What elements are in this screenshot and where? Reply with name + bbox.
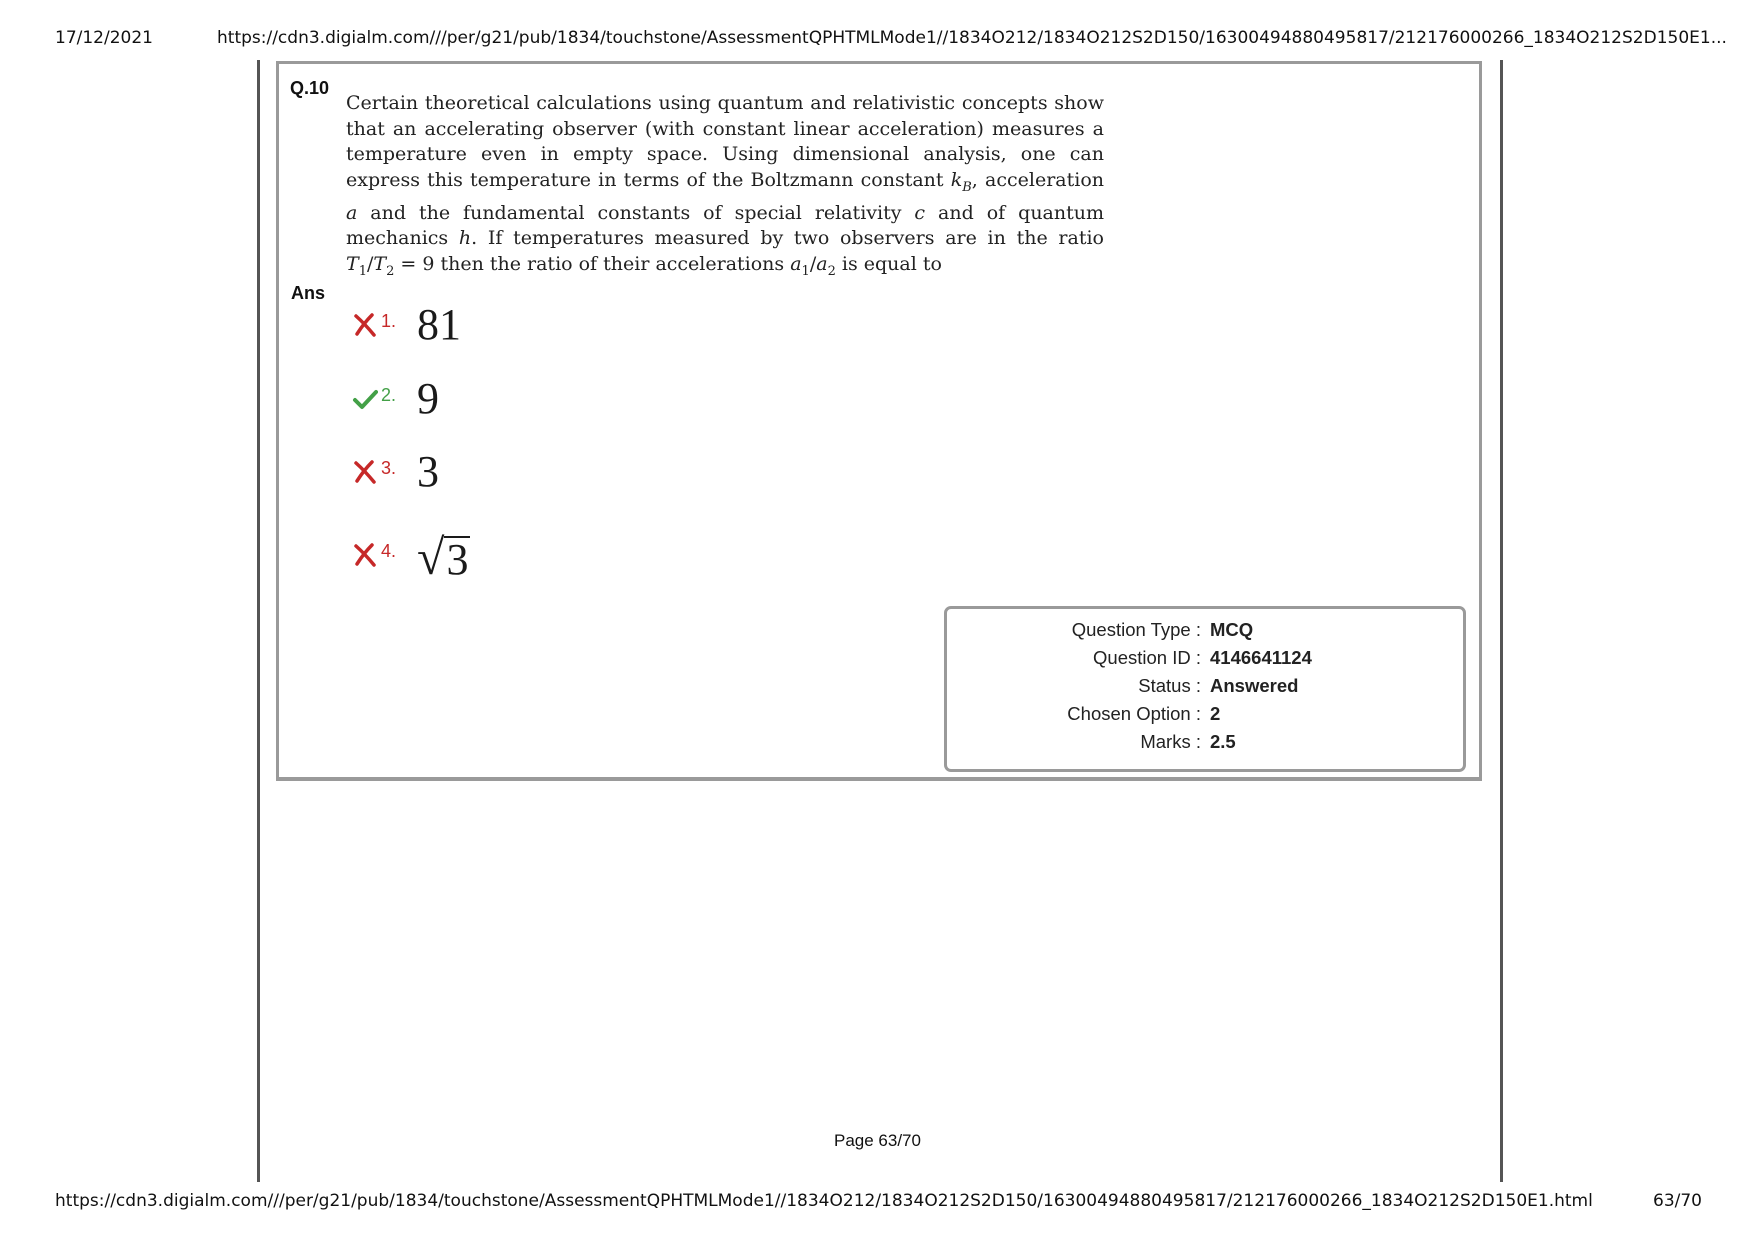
square-root: √3 <box>417 529 469 585</box>
info-label: Marks : <box>1140 731 1201 752</box>
question-panel <box>276 61 1482 781</box>
cross-icon <box>352 312 378 338</box>
info-value: Answered <box>1210 675 1299 696</box>
info-value: 2.5 <box>1210 731 1236 752</box>
question-number: Q.10 <box>290 78 330 98</box>
right-page-rule <box>1500 60 1503 1182</box>
option-4 <box>352 529 652 589</box>
check-icon <box>352 386 378 412</box>
option-value: 9 <box>417 374 439 423</box>
info-row-marks <box>947 731 1463 759</box>
option-value <box>417 527 470 586</box>
info-row-chosen-option <box>947 703 1463 731</box>
info-label: Status : <box>1138 675 1201 696</box>
info-value: 2 <box>1210 703 1221 724</box>
page-number: Page 63/70 <box>834 1131 921 1150</box>
info-row-question-type <box>947 619 1463 647</box>
left-page-rule <box>257 60 260 1182</box>
option-3 <box>352 447 652 506</box>
option-value: 81 <box>417 300 461 349</box>
option-2 <box>352 374 652 433</box>
option-1 <box>352 300 652 359</box>
info-value: 4146641124 <box>1210 647 1312 668</box>
answer-label: Ans <box>291 283 326 303</box>
option-number: 1. <box>381 311 397 331</box>
info-value: MCQ <box>1210 619 1254 640</box>
cross-icon <box>352 459 378 485</box>
cross-icon <box>352 542 378 568</box>
info-row-question-id <box>947 647 1463 675</box>
info-label: Chosen Option : <box>1067 703 1201 724</box>
print-header-url: https://cdn3.digialm.com///per/g21/pub/1834/touchstone/AssessmentQPHTMLMode1//1834O212/1834O212S2D150/16300494880495817/212176000266_1834O212S2D150E1... <box>217 28 1727 48</box>
option-value: 3 <box>417 447 439 496</box>
info-row-status <box>947 675 1463 703</box>
print-date: 17/12/2021 <box>55 28 153 48</box>
print-footer-url: https://cdn3.digialm.com///per/g21/pub/1834/touchstone/AssessmentQPHTMLMode1//1834O212/1834O212S2D150/16300494880495817/212176000266_1834O212S2D150E1.html <box>55 1191 1593 1211</box>
option-number: 4. <box>381 541 397 561</box>
question-text: Certain theoretical calculations using quantum and relativistic concepts show that an accelerating observer (with constant linear acceleration) measures a temperature even in empty space. Using dimensional analysis, one can express this temperature in terms of the Boltzmann constant $k_B$, acceleration a and the fundamental constants of special relativity c and of quantum mechanics h. If temperatures measured by two observers are in the ratio $T_1/T_2 = 9$ then the ratio of their accelerations $a_1/a_2$ is equal to <box>346 92 1105 279</box>
option-number: 3. <box>381 458 397 478</box>
info-label: Question Type : <box>1071 619 1201 640</box>
print-footer-page: 63/70 <box>1653 1191 1702 1211</box>
question-info-box <box>944 606 1466 772</box>
info-label: Question ID : <box>1093 647 1201 668</box>
option-number: 2. <box>381 385 397 405</box>
radicand: 3 <box>446 535 469 584</box>
